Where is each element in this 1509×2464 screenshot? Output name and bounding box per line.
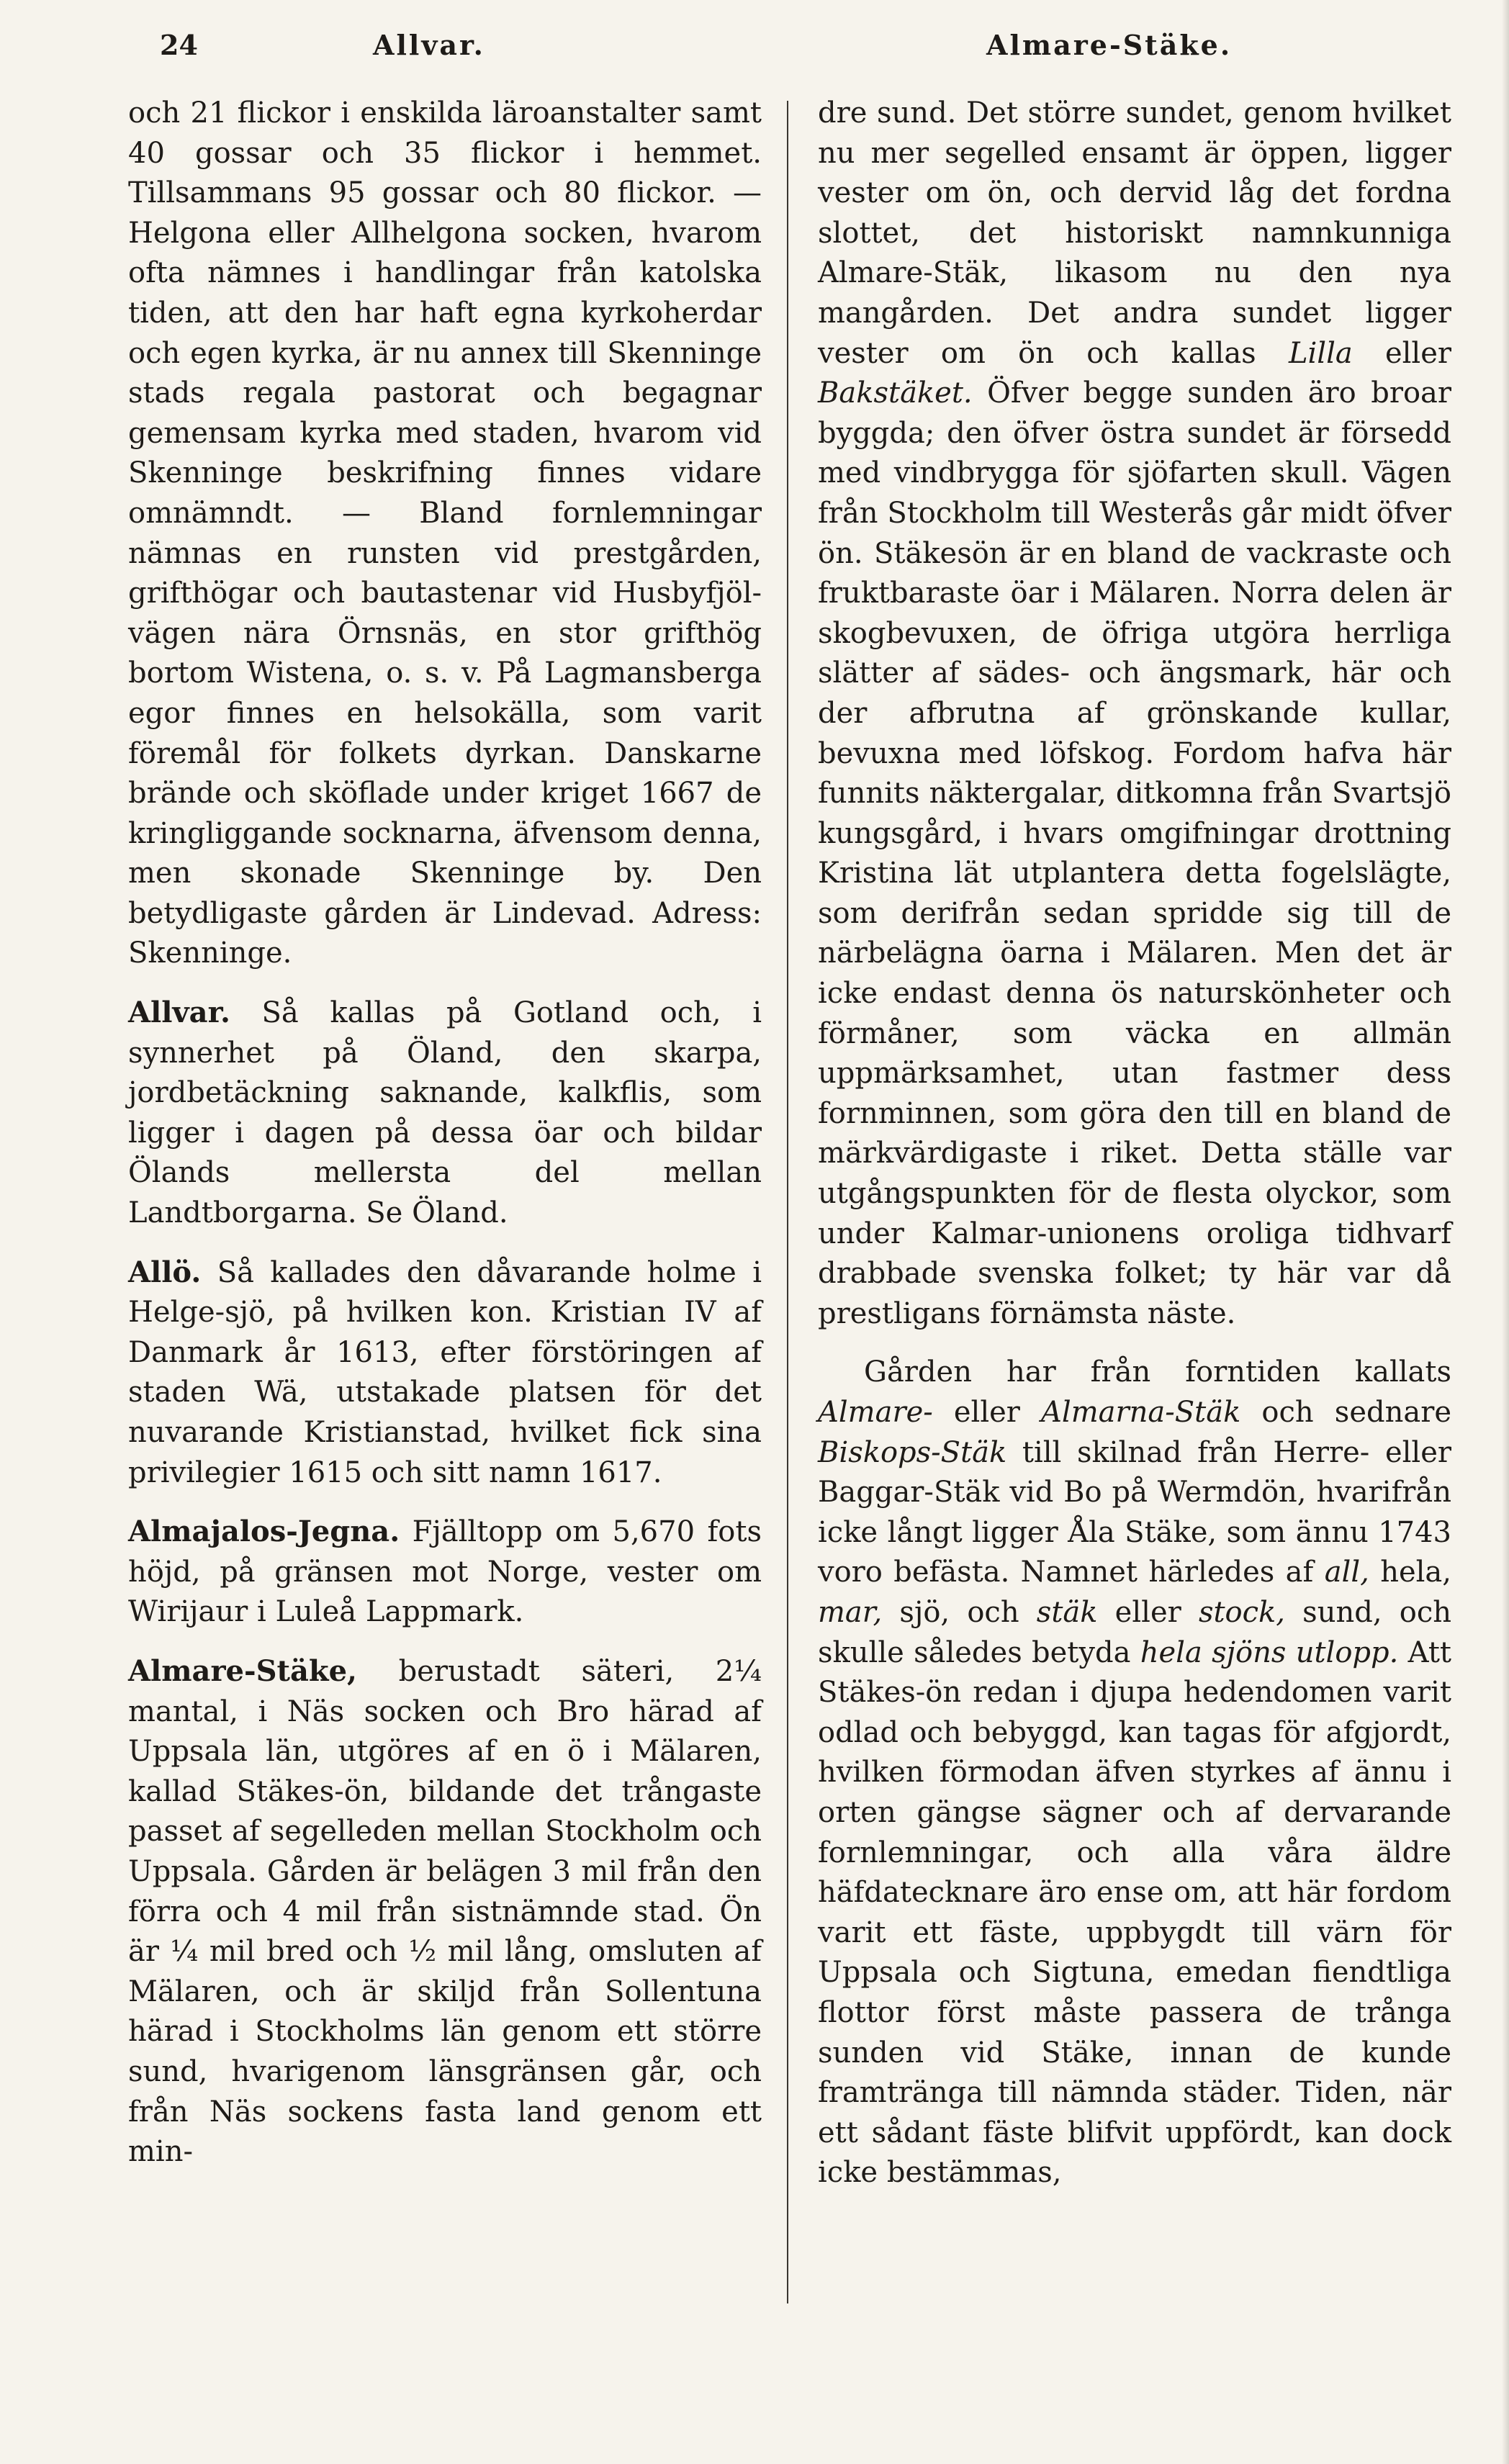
text-run: hela, (1369, 1556, 1451, 1589)
entry-term: Allvar. (128, 996, 230, 1030)
text-run: sjö, och (882, 1595, 1037, 1629)
italic-term: hela sjöns utlopp. (1140, 1635, 1399, 1669)
almare-stake-continuation (818, 94, 1451, 1334)
left-running-head: Allvar. (373, 29, 485, 61)
text-run: Öfver begge sunden äro broar byggda; den öfver östra sundet är försedd med vindbrygga för sjöfarten skull. Vägen från Stockholm till Westerås går midt öfver ön. Stäkesön är en bland de vackraste och fruktbaraste öar i Mälaren. Norra delen är skogbevuxen, de öfriga utgöra herrliga slätter af sädes- och ängsmark, här och der afbrutna af grönskande kullar, bevuxna med löfskog. Fordom hafva här funnits näktergalar, ditkomna från Svartsjö kungsgård, i hvars omgifningar drottning Kristina lät utplantera detta fogelslägte, som derifrån sedan spridde sig till de närbelägna öarna i Mälaren. Men det är icke endast denna ös naturskönheter och förmåner, som väcka en allmän uppmärksamhet, utan fastmer dess fornminnen, som göra den till en bland de märkvärdigaste i riket. Detta ställe var utgångspunkten för de flesta olyckor, som under Kalmar-unionens oroliga tidhvarf drabbade svenska folket; ty här var då prestligans förnämsta näste. (818, 376, 1451, 1330)
italic-term: Bakstäket. (818, 376, 973, 410)
text-run: dre sund. Det större sundet, genom hvilket nu mer segelled ensamt är öppen, ligger vester om ön, och dervid låg det fordna slottet, det historiskt namnkunniga Almare-Stäk, likasom nu den nya mangården. Det andra sundet ligger vester om ön och kallas (818, 96, 1451, 370)
column-divider (787, 101, 788, 2303)
text-run: sund, och skulle således betyda (818, 1595, 1451, 1669)
page-number: 24 (160, 29, 198, 61)
italic-term: mar, (818, 1595, 883, 1629)
entry-text: Fjälltopp om 5,670 fots höjd, på gränsen mot Norge, vester om Wirijaur i Luleå Lappmark. (128, 1515, 762, 1629)
page-edge-shadow (1502, 0, 1509, 2464)
entry-allvar (128, 993, 762, 1234)
italic-term: Lilla (1288, 336, 1353, 370)
entry-almare-stake (128, 1651, 762, 2172)
entry-text: berustadt säteri, 2¼ mantal, i Näs socken och Bro härad af Uppsala län, utgöres af en ö i Mälaren, kallad Stäkes-ön, bildande det trångaste passet af segelleden mellan Stockholm och Uppsala. Gården är belägen 3 mil från den förra och 4 mil från sistnämnde stad. Ön är ¼ mil bred och ½ mil lång, omsluten af Mälaren, och är skiljd från Sollentuna härad i Stockholms län genom ett större sund, hvarigenom länsgränsen går, och från Näs sockens fasta land genom ett min- (128, 1654, 762, 2169)
text-run: eller (932, 1396, 1042, 1429)
entry-term: Allö. (128, 1255, 202, 1289)
text-run: och sednare (1240, 1396, 1451, 1429)
right-column (818, 94, 1451, 2193)
text-run: till skilnad från Herre- eller Baggar-Stäk vid Bo på Wermdön, hvarifrån icke långt ligger Åla Stäke, som ännu 1743 voro befästa. Namnet härledes af (818, 1435, 1451, 1589)
entry-text: Så kallas på Gotland och, i synnerhet på Öland, den skarpa, jordbetäckning saknande, kalkflis, som ligger i dagen på dessa öar och bildar Ölands mellersta del mellan Landtborgarna. Se Öland. (128, 996, 762, 1230)
italic-term: stäk (1036, 1595, 1098, 1629)
left-column (128, 94, 762, 2172)
gard-name-paragraph (818, 1353, 1451, 2193)
entry-text: Så kallades den dåvarande holme i Helge-sjö, på hvilken kon. Kristian IV af Danmark år 1613, efter förstöringen af staden Wä, utstakade platsen för det nuvarande Kristianstad, hvilket fick sina privilegier 1615 och sitt namn 1617. (128, 1255, 762, 1489)
italic-term: all, (1324, 1556, 1369, 1589)
italic-term: Biskops-Stäk (818, 1435, 1007, 1469)
italic-term: Almarna-Stäk (1041, 1396, 1241, 1429)
italic-term: Almare- (818, 1396, 933, 1429)
italic-term: stock, (1198, 1595, 1285, 1629)
entry-term: Almare-Stäke, (128, 1653, 357, 1688)
right-running-head: Almare-Stäke. (986, 29, 1233, 61)
entry-term: Almajalos-Jegna. (128, 1515, 400, 1549)
text-run: Att Stäkes-ön redan i djupa hedendomen varit odlad och bebyggd, kan tagas för afgjordt, hvilken förmodan äfven styrkes af ännu i orten gängse sägner och af dervarande fornlemningar, och alla våra äldre häfdatecknare äro ense om, att här fordom varit ett fäste, uppbygdt till värn för Uppsala och Sigtuna, emedan fiendtliga flottor först måste passera de trånga sunden vid Stäke, innan de kunde framtränga till nämnda städer. Tiden, när ett sådant fäste blifvit uppfördt, kan dock icke bestämmas, (818, 1635, 1451, 2190)
running-header (0, 29, 1509, 72)
helgona-paragraph: och 21 flickor i enskilda läroanstalter samt 40 gossar och 35 flickor i hemmet. Tillsammans 95 gossar och 80 flickor. — Helgona eller Allhelgona socken, hvarom ofta nämnes i handlingar från katolska tiden, att den har haft egna kyrkoherdar och egen kyrka, är nu annex till Skenninge stads regala pastorat och begagnar gemensam kyrka med staden, hvarom vid Skenninge beskrifning finnes vidare omnämndt. — Bland fornlemningar nämnas en runsten vid prestgården, grifthögar och bautastenar vid Husbyfjöl-vägen nära Örnsnäs, en stor grifthög bortom Wistena, o. s. v. På Lagmansberga egor finnes en helsokälla, som varit föremål för folkets dyrkan. Danskarne brände och sköflade under kriget 1667 de kringliggande socknarna, äfvensom denna, men skonade Skenninge by. Den betydligaste gården är Lindevad. Adress: Skenninge. (128, 96, 762, 970)
text-run: eller (1352, 336, 1452, 370)
text-run: Gården har från forntiden kallats (864, 1355, 1451, 1389)
text-run: eller (1097, 1595, 1199, 1629)
entry-allo (128, 1253, 762, 1494)
entry-almajalos-jegna (128, 1512, 762, 1633)
